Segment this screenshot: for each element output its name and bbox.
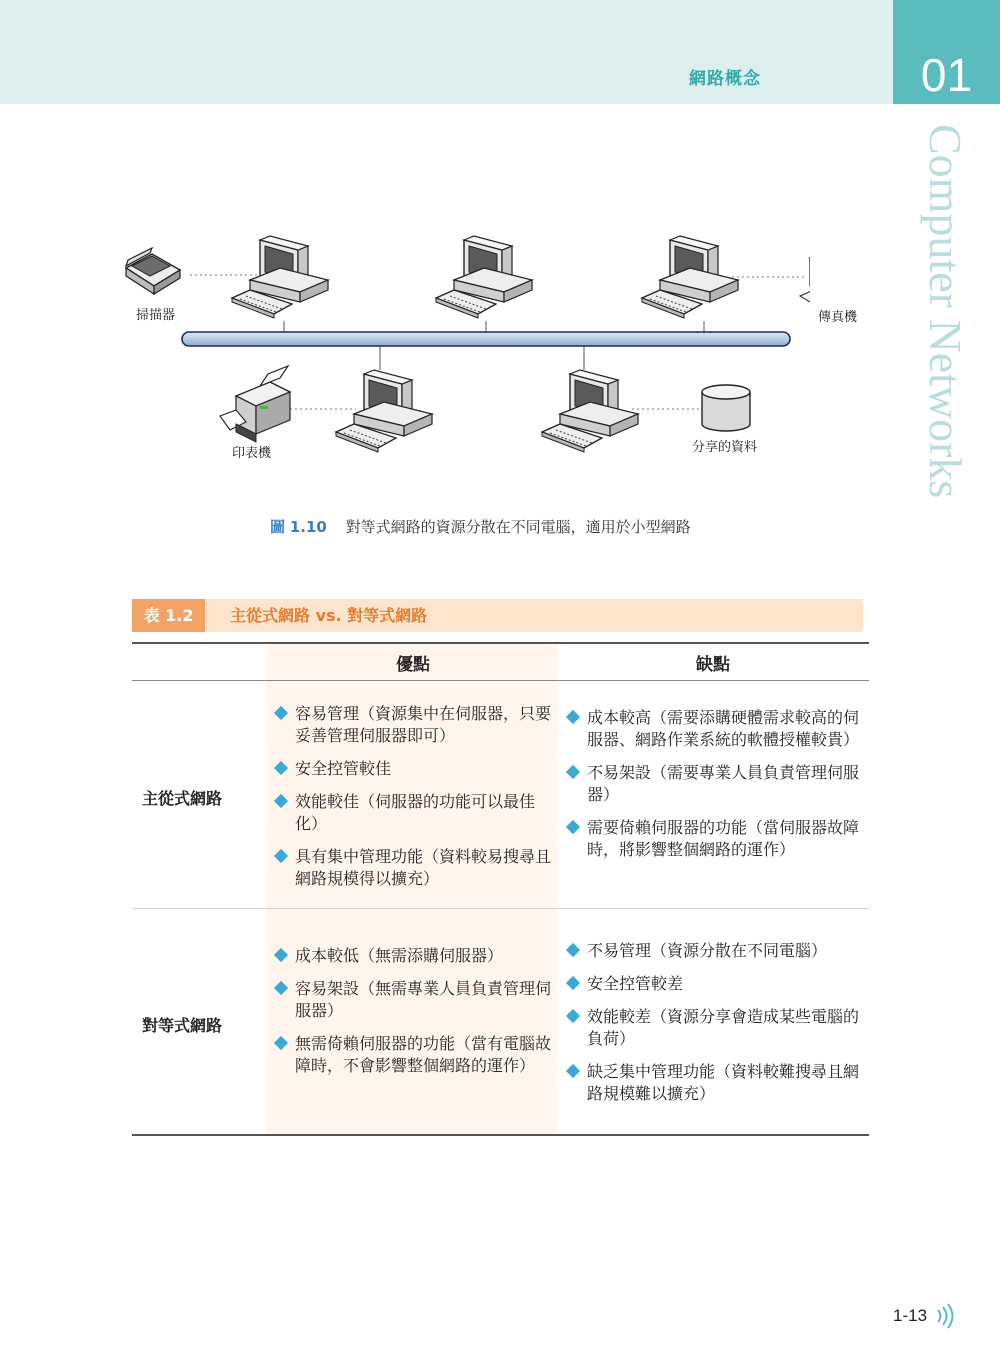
list-item: 效能較差（資源分享會造成某些電腦的負荷） — [567, 1006, 861, 1050]
peer-to-peer-cons-list — [567, 940, 861, 1116]
row-header-client-server: 主從式網路 — [142, 789, 223, 808]
list-item: 容易管理（資源集中在伺服器，只要妥善管理伺服器即可） — [275, 703, 553, 747]
network-diagram — [110, 220, 858, 474]
table-row-divider — [132, 908, 869, 909]
scanner-icon — [126, 248, 180, 294]
diamond-bullet-icon — [274, 1036, 288, 1050]
header-band — [0, 0, 893, 104]
figure-caption — [270, 516, 691, 537]
table-bottom-rule — [132, 1134, 869, 1136]
page-number: 1-13 — [893, 1306, 928, 1325]
diamond-bullet-icon — [566, 943, 580, 957]
diamond-bullet-icon — [566, 1064, 580, 1078]
vertical-chapter-title: Computer Networks — [920, 124, 971, 499]
chapter-tab — [893, 0, 1000, 104]
scanner-label: 掃描器 — [136, 308, 176, 323]
fax-label: 傳真機 — [818, 310, 858, 325]
figure-caption-text: 對等式網路的資源分散在不同電腦，適用於小型網路 — [345, 518, 691, 536]
computer-icon — [642, 236, 738, 318]
table-header-rule — [132, 680, 869, 681]
chapter-title: 網路概念 — [689, 69, 761, 89]
table-badge: 表 1.2 — [132, 599, 205, 632]
diamond-bullet-icon — [274, 948, 288, 962]
list-item: 安全控管較差 — [567, 973, 861, 995]
diamond-bullet-icon — [274, 761, 288, 775]
column-header-cons: 缺點 — [696, 655, 730, 675]
list-item: 需要倚賴伺服器的功能（當伺服器故障時，將影響整個網路的運作） — [567, 817, 861, 861]
list-item: 不易架設（需要專業人員負責管理伺服器） — [567, 762, 861, 806]
list-item: 缺乏集中管理功能（資料較難搜尋且網路規模難以擴充） — [567, 1061, 861, 1105]
table-top-rule — [132, 642, 869, 644]
list-item: 無需倚賴伺服器的功能（當有電腦故障時，不會影響整個網路的運作） — [275, 1033, 553, 1077]
list-item: 容易架設（無需專業人員負責管理伺服器） — [275, 978, 553, 1022]
diamond-bullet-icon — [274, 849, 288, 863]
figure-number: 1.10 — [289, 518, 327, 536]
diamond-bullet-icon — [566, 976, 580, 990]
list-item: 安全控管較佳 — [275, 758, 553, 780]
list-item: 不易管理（資源分散在不同電腦） — [567, 940, 861, 962]
computer-icon — [336, 370, 432, 452]
computer-icon — [436, 236, 532, 318]
list-item: 效能較佳（伺服器的功能可以最佳化） — [275, 791, 553, 835]
database-icon — [702, 385, 750, 431]
diamond-bullet-icon — [566, 765, 580, 779]
diamond-bullet-icon — [274, 794, 288, 808]
fax-icon — [800, 232, 810, 302]
printer-label: 印表機 — [232, 446, 272, 461]
table-header-bar — [132, 599, 863, 632]
chapter-number: 01 — [920, 49, 973, 101]
computer-icon — [232, 236, 328, 318]
peer-to-peer-pros-list — [275, 945, 553, 1088]
client-server-pros-list — [275, 703, 553, 901]
column-header-pros: 優點 — [396, 655, 430, 675]
diamond-bullet-icon — [274, 981, 288, 995]
diamond-bullet-icon — [566, 710, 580, 724]
list-item: 具有集中管理功能（資料較易搜尋且網路規模得以擴充） — [275, 846, 553, 890]
network-diagram-svg — [110, 220, 810, 470]
signal-waves-icon — [935, 1301, 959, 1331]
client-server-cons-list — [567, 707, 861, 872]
list-item: 成本較高（需要添購硬體需求較高的伺服器、網路作業系統的軟體授權較貴） — [567, 707, 861, 751]
diamond-bullet-icon — [274, 706, 288, 720]
table-title: 主從式網路 vs. 對等式網路 — [230, 606, 428, 625]
list-item: 成本較低（無需添購伺服器） — [275, 945, 553, 967]
computer-icon — [542, 370, 638, 452]
printer-icon — [220, 366, 290, 442]
network-bus — [182, 332, 790, 346]
shared-data-label: 分享的資料 — [692, 440, 758, 455]
diamond-bullet-icon — [566, 820, 580, 834]
figure-prefix: 圖 — [270, 518, 286, 536]
row-header-peer-to-peer: 對等式網路 — [142, 1016, 223, 1035]
diamond-bullet-icon — [566, 1009, 580, 1023]
